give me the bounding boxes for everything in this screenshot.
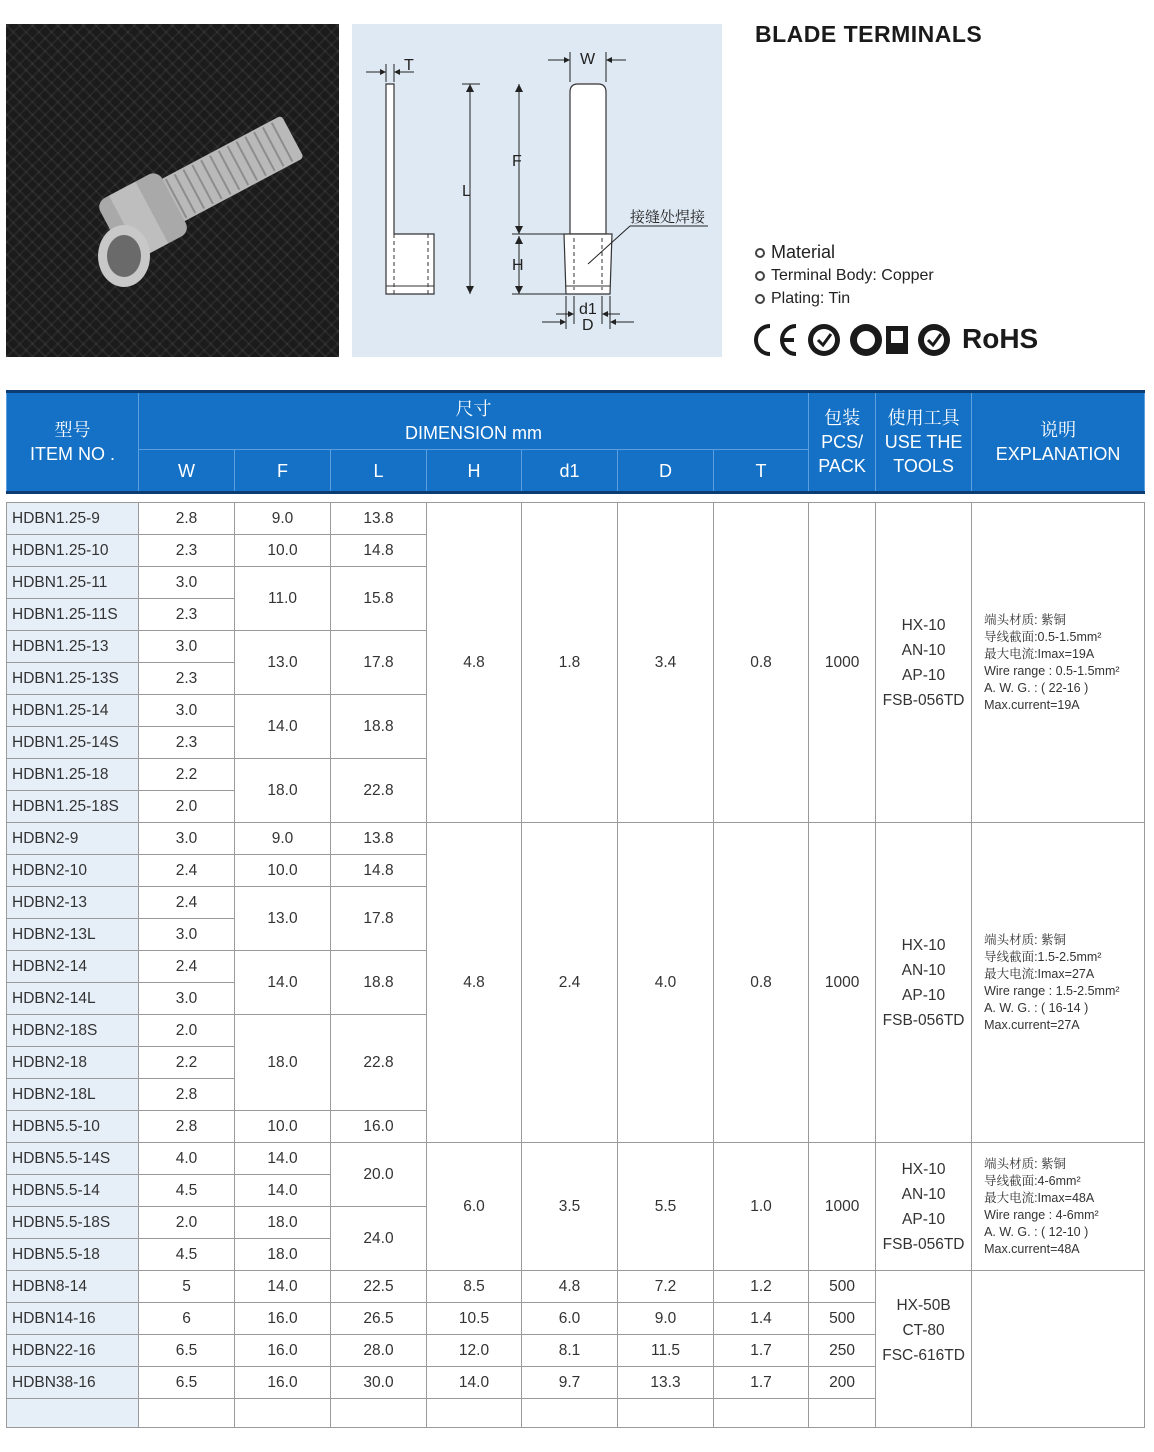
cell-w: 3.0 — [139, 919, 235, 951]
cell-l: 22.5 — [331, 1271, 427, 1303]
cell-w: 6.5 — [139, 1335, 235, 1367]
spec-text: Material — [771, 242, 836, 262]
cell-w: 3.0 — [139, 823, 235, 855]
cell-w: 2.2 — [139, 1047, 235, 1079]
dimension-drawing — [352, 24, 722, 357]
cell-h: 14.0 — [427, 1367, 522, 1399]
cell-l: 15.8 — [331, 567, 427, 631]
spec-text: Plating: Tin — [771, 290, 851, 307]
item-no: HDBN2-18 — [7, 1047, 139, 1079]
cell-t: 1.7 — [714, 1367, 809, 1399]
item-no: HDBN1.25-18 — [7, 759, 139, 791]
cell-h — [427, 1399, 522, 1428]
cell-tools: HX-10 AN-10 AP-10 FSB-056TD — [876, 823, 972, 1143]
item-no: HDBN2-14 — [7, 951, 139, 983]
cell-w: 2.8 — [139, 1079, 235, 1111]
cell-l: 22.8 — [331, 759, 427, 823]
cell-pack: 250 — [809, 1335, 876, 1367]
cell-f: 14.0 — [235, 951, 331, 1015]
item-no: HDBN2-13L — [7, 919, 139, 951]
item-no: HDBN2-9 — [7, 823, 139, 855]
header-col-d1: d1 — [522, 450, 618, 493]
cell-d1: 4.8 — [522, 1271, 618, 1303]
cell-w: 4.0 — [139, 1143, 235, 1175]
cell-l: 28.0 — [331, 1335, 427, 1367]
cell-d1: 6.0 — [522, 1303, 618, 1335]
cell-f: 10.0 — [235, 1111, 331, 1143]
cell-w: 4.5 — [139, 1239, 235, 1271]
header-col-t: T — [714, 450, 809, 493]
item-no: HDBN1.25-10 — [7, 535, 139, 567]
header-col-w: W — [139, 450, 235, 493]
cell-w: 2.8 — [139, 1111, 235, 1143]
cell-t: 1.4 — [714, 1303, 809, 1335]
cell-d — [618, 1399, 714, 1428]
bullet-icon — [755, 248, 765, 258]
cell-t: 1.0 — [714, 1143, 809, 1271]
item-no: HDBN2-14L — [7, 983, 139, 1015]
cell-f: 16.0 — [235, 1335, 331, 1367]
table-row — [7, 503, 1145, 535]
cell-pack: 200 — [809, 1367, 876, 1399]
header-explanation: 说明 EXPLANATION — [972, 392, 1145, 493]
spec-text: Terminal Body: Copper — [771, 267, 934, 284]
drawing-label-h: H — [512, 257, 524, 274]
cell-d1: 2.4 — [522, 823, 618, 1143]
item-no: HDBN5.5-14S — [7, 1143, 139, 1175]
rohs-mark: RoHS — [962, 323, 1039, 354]
item-no: HDBN1.25-13S — [7, 663, 139, 695]
cell-f: 13.0 — [235, 631, 331, 695]
cell-w: 3.0 — [139, 695, 235, 727]
item-no: HDBN1.25-13 — [7, 631, 139, 663]
cell-pack: 1000 — [809, 823, 876, 1143]
cell-tools: HX-10 AN-10 AP-10 FSB-056TD — [876, 503, 972, 823]
cell-f: 14.0 — [235, 1175, 331, 1207]
table-row — [7, 1271, 1145, 1303]
cell-l: 24.0 — [331, 1207, 427, 1271]
item-no: HDBN5.5-18S — [7, 1207, 139, 1239]
cell-f: 16.0 — [235, 1303, 331, 1335]
table-row — [7, 823, 1145, 855]
cell-pack: 1000 — [809, 503, 876, 823]
product-photo — [6, 24, 339, 357]
spec-table — [6, 390, 1145, 1428]
item-no: HDBN5.5-10 — [7, 1111, 139, 1143]
spec-body — [755, 267, 934, 285]
header-col-d: D — [618, 450, 714, 493]
cell-h: 4.8 — [427, 823, 522, 1143]
cell-l: 18.8 — [331, 951, 427, 1015]
cell-d: 13.3 — [618, 1367, 714, 1399]
page-title: BLADE TERMINALS — [755, 21, 983, 47]
cell-f: 16.0 — [235, 1367, 331, 1399]
cell-w: 2.3 — [139, 727, 235, 759]
cell-h: 12.0 — [427, 1335, 522, 1367]
cell-w: 2.4 — [139, 887, 235, 919]
drawing-label-t: T — [404, 57, 414, 74]
cell-d1: 8.1 — [522, 1335, 618, 1367]
cell-w: 4.5 — [139, 1175, 235, 1207]
cell-w: 2.4 — [139, 855, 235, 887]
item-no: HDBN2-18S — [7, 1015, 139, 1047]
cell-l: 17.8 — [331, 887, 427, 951]
cell-tools: HX-10 AN-10 AP-10 FSB-056TD — [876, 1143, 972, 1271]
cell-w: 2.0 — [139, 1207, 235, 1239]
cell-l: 18.8 — [331, 695, 427, 759]
cell-t: 0.8 — [714, 823, 809, 1143]
header-col-l: L — [331, 450, 427, 493]
cell-w: 3.0 — [139, 631, 235, 663]
cell-d: 3.4 — [618, 503, 714, 823]
item-no: HDBN1.25-14S — [7, 727, 139, 759]
cell-explanation: 端头材质: 紫铜 导线截面:0.5-1.5mm² 最大电流:Imax=19A Wire range : 0.5-1.5mm² A. W. G. : ( 22-16 ) Max.current=19A — [972, 503, 1145, 823]
header-divider — [7, 493, 1145, 503]
cell-pack: 500 — [809, 1303, 876, 1335]
cell-l: 22.8 — [331, 1015, 427, 1111]
cell-w: 2.8 — [139, 503, 235, 535]
cell-l: 17.8 — [331, 631, 427, 695]
spec-plating — [755, 290, 850, 308]
drawing-label-l: L — [462, 183, 471, 200]
cell-l: 16.0 — [331, 1111, 427, 1143]
cell-f: 14.0 — [235, 1143, 331, 1175]
cell-f: 14.0 — [235, 1271, 331, 1303]
header-col-h: H — [427, 450, 522, 493]
item-no: HDBN1.25-11S — [7, 599, 139, 631]
item-no: HDBN8-14 — [7, 1271, 139, 1303]
cell-f — [235, 1399, 331, 1428]
cell-h: 10.5 — [427, 1303, 522, 1335]
cell-d: 5.5 — [618, 1143, 714, 1271]
cell-pack: 1000 — [809, 1143, 876, 1271]
cell-w: 2.0 — [139, 791, 235, 823]
cell-d1: 9.7 — [522, 1367, 618, 1399]
cell-t: 0.8 — [714, 503, 809, 823]
header-col-f: F — [235, 450, 331, 493]
item-no — [7, 1399, 139, 1428]
item-no: HDBN1.25-14 — [7, 695, 139, 727]
drawing-label-d: D — [582, 317, 594, 334]
cell-d: 7.2 — [618, 1271, 714, 1303]
cell-explanation: 端头材质: 紫铜 导线截面:4-6mm² 最大电流:Imax=48A Wire range : 4-6mm² A. W. G. : ( 12-10 ) Max.current=48A — [972, 1143, 1145, 1271]
cell-h: 8.5 — [427, 1271, 522, 1303]
cell-f: 14.0 — [235, 695, 331, 759]
cert-badge-icon — [808, 324, 840, 356]
cell-d1 — [522, 1399, 618, 1428]
cell-l: 13.8 — [331, 503, 427, 535]
cell-w: 3.0 — [139, 983, 235, 1015]
cell-w: 2.0 — [139, 1015, 235, 1047]
cell-l: 30.0 — [331, 1367, 427, 1399]
cell-explanation: 端头材质: 紫铜 导线截面:1.5-2.5mm² 最大电流:Imax=27A Wire range : 1.5-2.5mm² A. W. G. : ( 16-14 ) Max.current=27A — [972, 823, 1145, 1143]
cell-l: 20.0 — [331, 1143, 427, 1207]
cell-t: 1.2 — [714, 1271, 809, 1303]
spec-material — [755, 242, 835, 263]
bullet-icon — [755, 294, 765, 304]
cell-w: 2.3 — [139, 663, 235, 695]
cell-w: 2.3 — [139, 535, 235, 567]
item-no: HDBN1.25-18S — [7, 791, 139, 823]
cell-l — [331, 1399, 427, 1428]
item-no: HDBN14-16 — [7, 1303, 139, 1335]
item-no: HDBN5.5-18 — [7, 1239, 139, 1271]
item-no: HDBN38-16 — [7, 1367, 139, 1399]
cell-w: 5 — [139, 1271, 235, 1303]
cell-t — [714, 1399, 809, 1428]
cell-tools: HX-50B CT-80 FSC-616TD — [876, 1271, 972, 1428]
cell-l: 14.8 — [331, 535, 427, 567]
cell-l: 26.5 — [331, 1303, 427, 1335]
item-no: HDBN1.25-9 — [7, 503, 139, 535]
cell-pack — [809, 1399, 876, 1428]
cell-explanation — [972, 1271, 1145, 1428]
cell-f: 9.0 — [235, 823, 331, 855]
ce-mark-icon — [756, 326, 796, 354]
cell-w — [139, 1399, 235, 1428]
cell-w: 6 — [139, 1303, 235, 1335]
item-no: HDBN2-18L — [7, 1079, 139, 1111]
item-no: HDBN2-13 — [7, 887, 139, 919]
cell-f: 11.0 — [235, 567, 331, 631]
cell-f: 9.0 — [235, 503, 331, 535]
table-row — [7, 1143, 1145, 1175]
cell-w: 2.4 — [139, 951, 235, 983]
cell-f: 13.0 — [235, 887, 331, 951]
cell-f: 10.0 — [235, 535, 331, 567]
drawing-label-w: W — [580, 51, 596, 68]
cell-l: 13.8 — [331, 823, 427, 855]
header-tools: 使用工具 USE THE TOOLS — [876, 392, 972, 493]
header-pack: 包装 PCS/ PACK — [809, 392, 876, 493]
header-dimension: 尺寸 DIMENSION mm — [139, 392, 809, 450]
cell-h: 6.0 — [427, 1143, 522, 1271]
item-no: HDBN5.5-14 — [7, 1175, 139, 1207]
sgs-mark-icon — [918, 324, 950, 356]
cell-f: 18.0 — [235, 1207, 331, 1239]
cell-h: 4.8 — [427, 503, 522, 823]
cell-t: 1.7 — [714, 1335, 809, 1367]
item-no: HDBN22-16 — [7, 1335, 139, 1367]
item-no: HDBN2-10 — [7, 855, 139, 887]
cell-w: 2.3 — [139, 599, 235, 631]
drawing-weld-note: 接缝处焊接 — [630, 209, 706, 226]
cell-f: 18.0 — [235, 1015, 331, 1111]
header-item: 型号 ITEM NO . — [7, 392, 139, 493]
item-no: HDBN1.25-11 — [7, 567, 139, 599]
cell-d: 11.5 — [618, 1335, 714, 1367]
bullet-icon — [755, 271, 765, 281]
ul-mark-icon — [850, 324, 908, 356]
cell-d: 9.0 — [618, 1303, 714, 1335]
cell-f: 18.0 — [235, 1239, 331, 1271]
cell-f: 18.0 — [235, 759, 331, 823]
cell-w: 3.0 — [139, 567, 235, 599]
cell-l: 14.8 — [331, 855, 427, 887]
cell-w: 2.2 — [139, 759, 235, 791]
cell-w: 6.5 — [139, 1367, 235, 1399]
cell-d: 4.0 — [618, 823, 714, 1143]
cell-pack: 500 — [809, 1271, 876, 1303]
drawing-label-d1: d1 — [579, 301, 597, 318]
cell-d1: 3.5 — [522, 1143, 618, 1271]
cell-f: 10.0 — [235, 855, 331, 887]
drawing-label-f: F — [512, 153, 522, 170]
cell-d1: 1.8 — [522, 503, 618, 823]
